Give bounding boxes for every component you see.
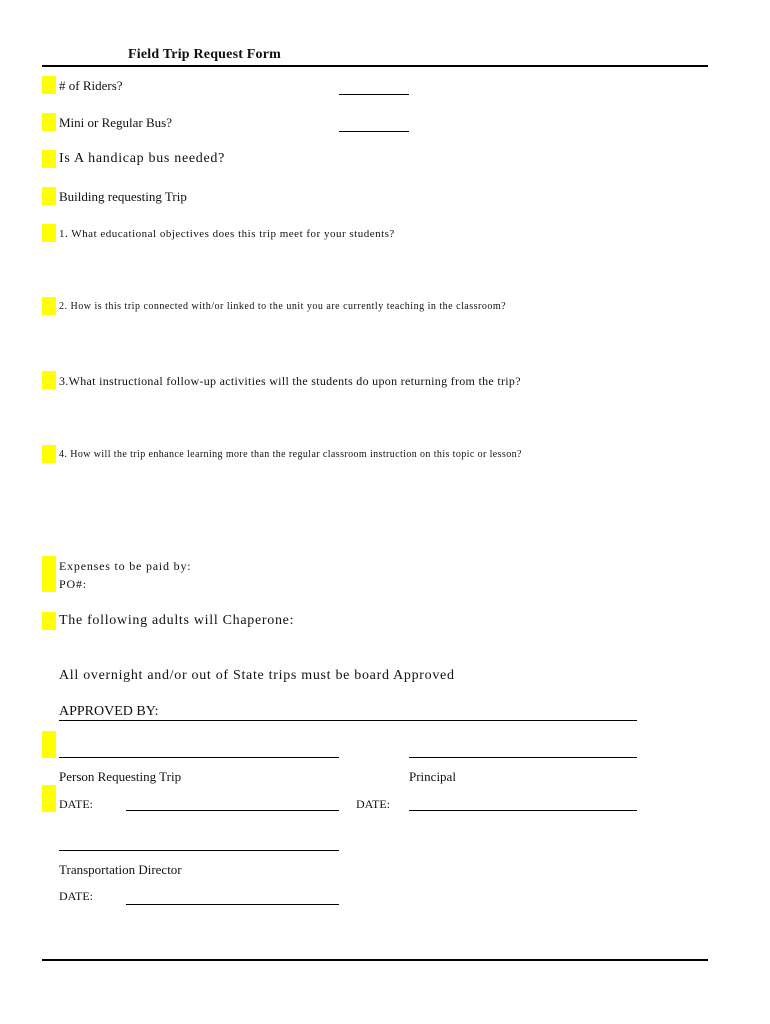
highlight-marker	[42, 612, 56, 630]
highlight-marker	[42, 76, 56, 94]
requester-date-line[interactable]	[126, 810, 339, 811]
approved-by-label: APPROVED BY:	[59, 704, 159, 719]
chaperone-label: The following adults will Chaperone:	[59, 613, 295, 628]
transportation-signature-line[interactable]	[59, 850, 339, 851]
highlight-marker	[42, 556, 56, 592]
top-rule	[42, 65, 708, 67]
transportation-director-label: Transportation Director	[59, 862, 182, 877]
transportation-date-line[interactable]	[126, 904, 339, 905]
requester-signature-line[interactable]	[59, 757, 339, 758]
principal-label: Principal	[409, 769, 456, 784]
highlight-marker	[42, 113, 56, 131]
highlight-marker	[42, 187, 56, 205]
highlight-marker	[42, 150, 56, 168]
riders-label: # of Riders?	[59, 78, 123, 93]
highlight-marker	[42, 785, 56, 812]
principal-date-label: DATE:	[356, 797, 390, 811]
requester-date-label: DATE:	[59, 797, 93, 811]
form-title: Field Trip Request Form	[128, 47, 282, 62]
bus-type-blank[interactable]	[339, 131, 409, 132]
overnight-notice: All overnight and/or out of State trips must be board Approved	[59, 668, 455, 683]
approved-by-line	[59, 720, 637, 721]
handicap-label: Is A handicap bus needed?	[59, 151, 226, 166]
question-objectives: 1. What educational objectives does this trip meet for your students?	[59, 228, 395, 240]
building-label: Building requesting Trip	[59, 189, 187, 204]
po-label: PO#:	[59, 577, 87, 591]
riders-blank[interactable]	[339, 94, 409, 95]
principal-date-line[interactable]	[409, 810, 637, 811]
highlight-marker	[42, 445, 56, 463]
transportation-date-label: DATE:	[59, 889, 93, 903]
person-requesting-label: Person Requesting Trip	[59, 769, 182, 784]
question-followup: 3.What instructional follow-up activities will the students do upon returning from the trip?	[59, 374, 521, 388]
highlight-marker	[42, 731, 56, 758]
bus-type-label: Mini or Regular Bus?	[59, 115, 173, 130]
highlight-marker	[42, 224, 56, 242]
highlight-marker	[42, 297, 56, 315]
principal-signature-line[interactable]	[409, 757, 637, 758]
question-connection: 2. How is this trip connected with/or linked to the unit you are currently teaching in the classroom?	[59, 301, 507, 312]
highlight-marker	[42, 371, 56, 389]
question-enhance: 4. How will the trip enhance learning more than the regular classroom instruction on this topic or lesson?	[59, 449, 522, 460]
bottom-rule	[42, 959, 708, 961]
expenses-label: Expenses to be paid by:	[59, 559, 192, 573]
